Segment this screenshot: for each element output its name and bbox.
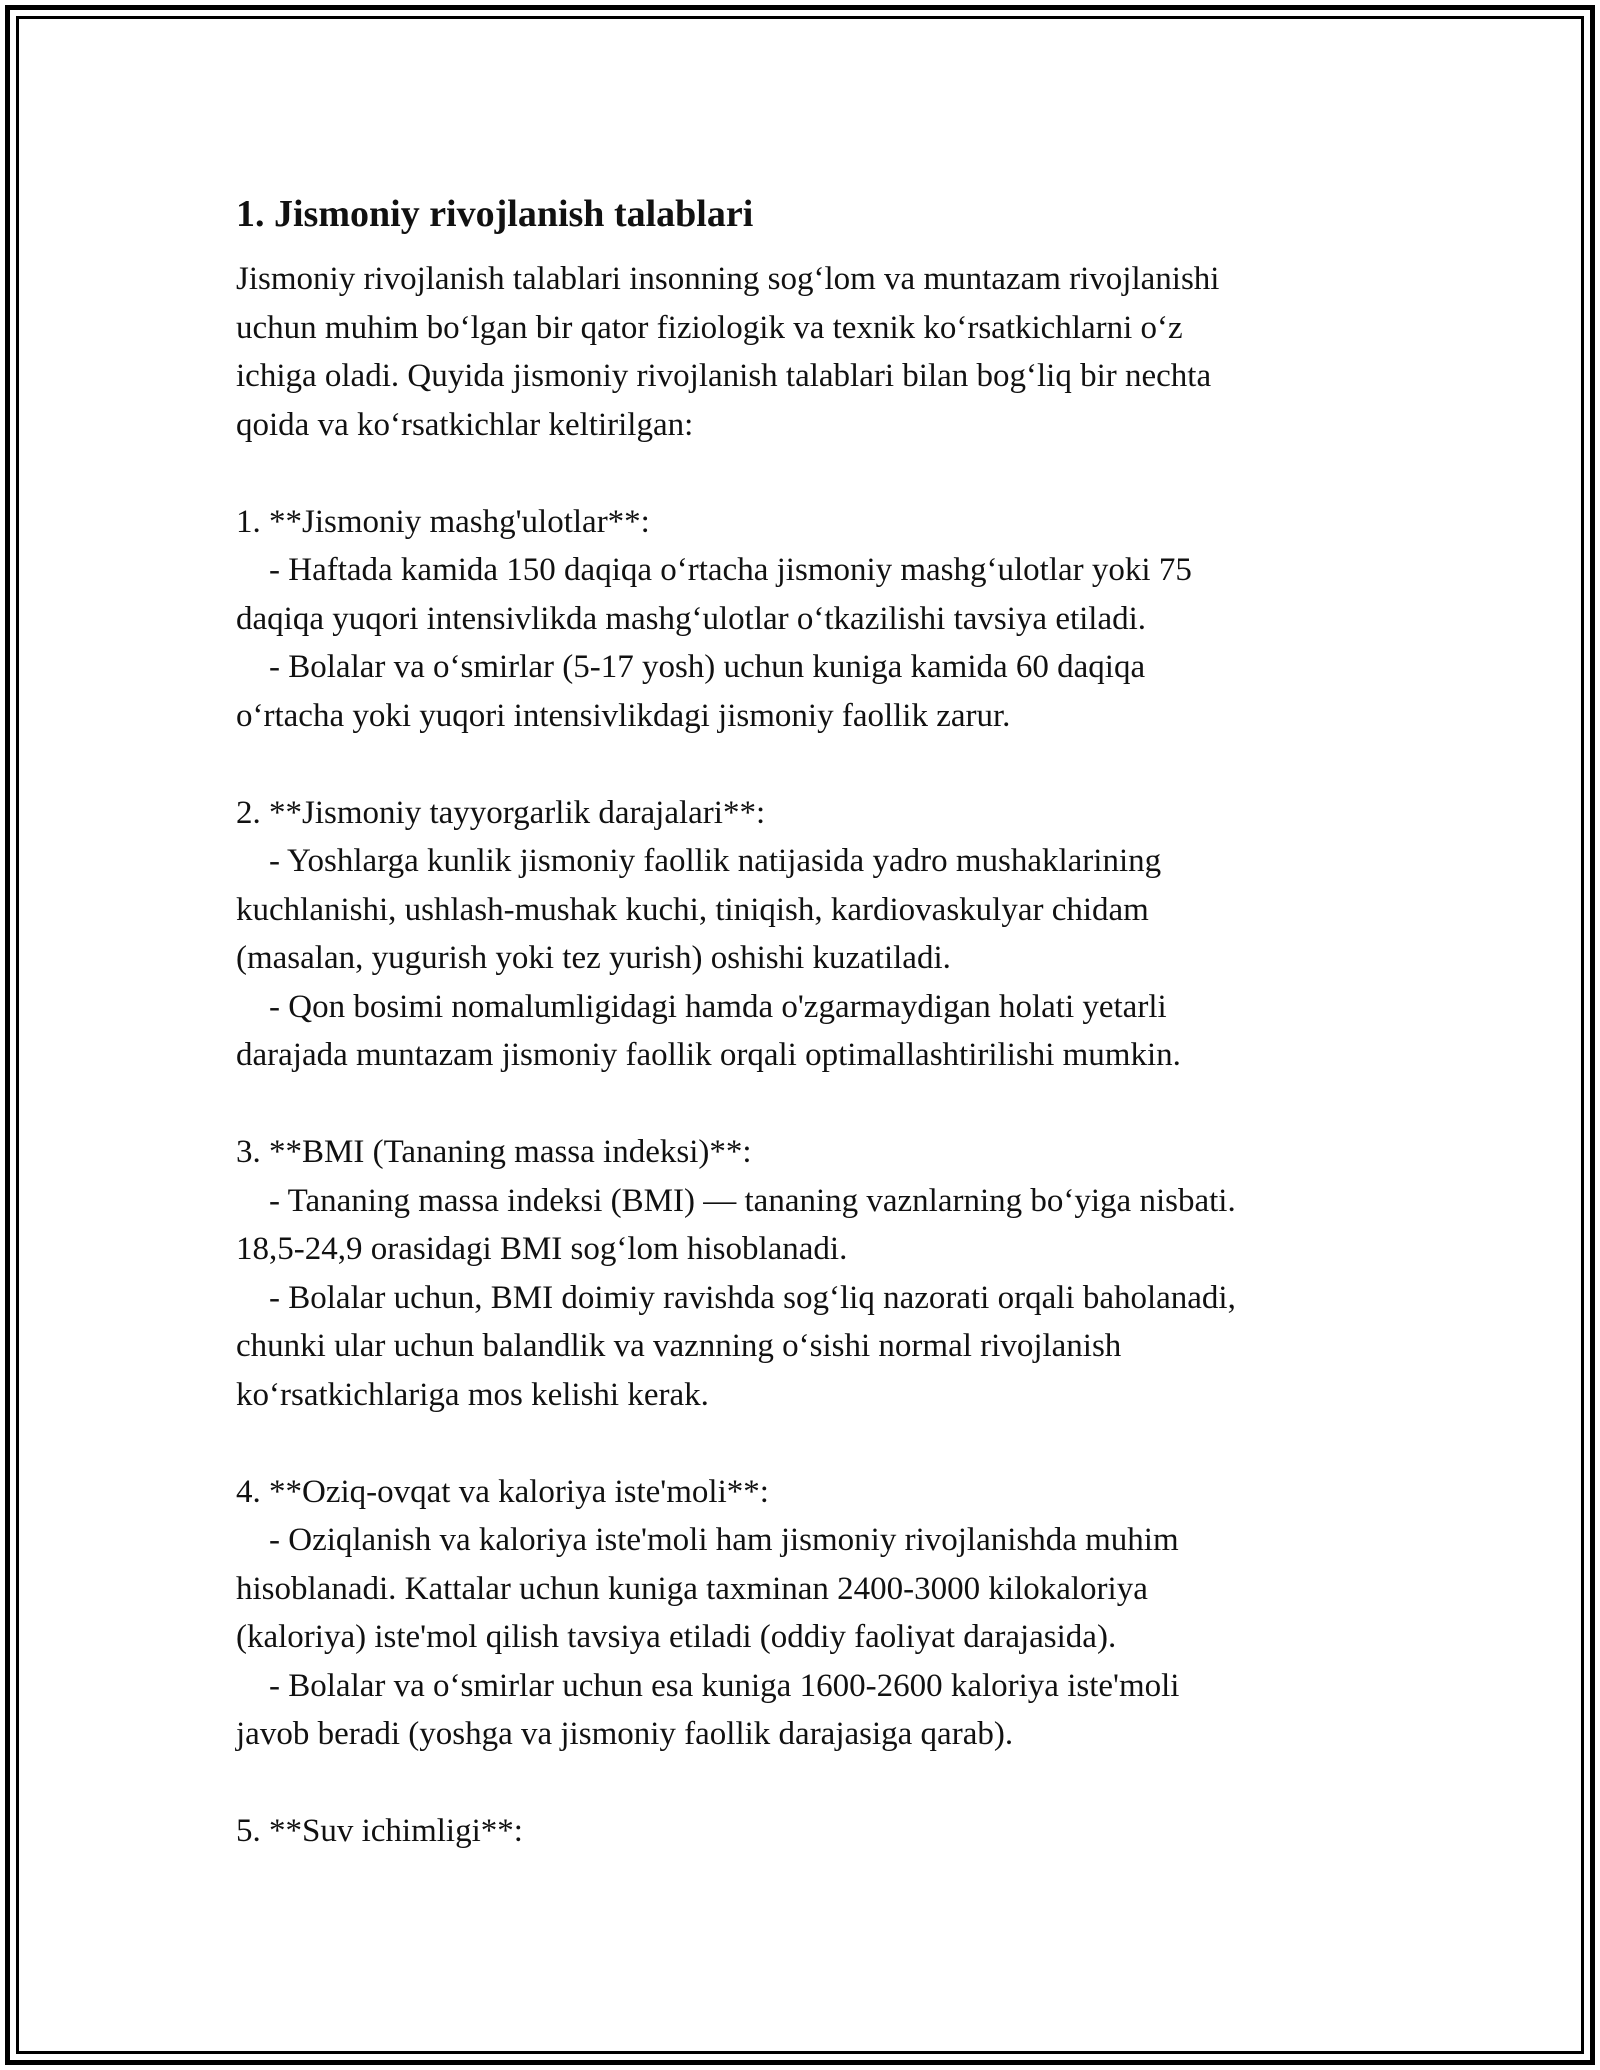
intro-line: ichiga oladi. Quyida jismoniy rivojlanish talablari bilan bog‘liq bir nechta bbox=[236, 358, 1212, 394]
section-line: javob beradi (yoshga va jismoniy faollik darajasiga qarab). bbox=[236, 1716, 1014, 1752]
section-line: 18,5-24,9 orasidagi BMI sog‘lom hisoblanadi. bbox=[236, 1231, 848, 1267]
section-line: chunki ular uchun balandlik va vaznning o‘sishi normal rivojlanish bbox=[236, 1328, 1122, 1364]
blank-line bbox=[236, 1080, 1376, 1129]
section-line: - Bolalar uchun, BMI doimiy ravishda sog‘liq nazorati orqali baholanadi, bbox=[236, 1279, 1236, 1316]
section-line: o‘rtacha yoki yuqori intensivlikdagi jismoniy faollik zarur. bbox=[236, 697, 1011, 734]
section-physical-exercise bbox=[236, 498, 1376, 741]
section-line: - Bolalar va o‘smirlar (5-17 yosh) uchun kuniga kamida 60 daqiqa bbox=[236, 649, 1146, 685]
blank-line bbox=[236, 1759, 1376, 1808]
document-title: 1. Jismoniy rivojlanish talablari bbox=[236, 193, 754, 235]
section-fitness-levels bbox=[236, 789, 1376, 1080]
section-bmi bbox=[236, 1128, 1376, 1419]
section-heading: 2. **Jismoniy tayyorgarlik darajalari**: bbox=[236, 794, 766, 831]
blank-line bbox=[236, 449, 1376, 498]
section-line: - Oziqlanish va kaloriya iste'moli ham jismoniy rivojlanishda muhim bbox=[236, 1522, 1179, 1558]
section-line: kuchlanishi, ushlash-mushak kuchi, tiniqish, kardiovaskulyar chidam bbox=[236, 891, 1149, 928]
section-heading: 4. **Oziq-ovqat va kaloriya iste'moli**: bbox=[236, 1473, 769, 1510]
section-line: - Tananing massa indeksi (BMI) — tananing vaznlarning bo‘yiga nisbati. bbox=[236, 1182, 1236, 1219]
section-line: - Haftada kamida 150 daqiqa o‘rtacha jismoniy mashg‘ulotlar yoki 75 bbox=[236, 552, 1192, 588]
section-heading: 5. **Suv ichimligi**: bbox=[236, 1813, 523, 1849]
document-body bbox=[236, 185, 1376, 1856]
section-heading: 1. **Jismoniy mashg'ulotlar**: bbox=[236, 503, 650, 540]
section-line: - Bolalar va o‘smirlar uchun esa kuniga 1600-2600 kaloriya iste'moli bbox=[236, 1667, 1180, 1704]
intro-line: Jismoniy rivojlanish talablari insonning sog‘lom va muntazam rivojlanishi bbox=[236, 261, 1220, 297]
section-line: - Qon bosimi nomalumligidagi hamda o'zgarmaydigan holati yetarli bbox=[236, 988, 1167, 1025]
section-line: (kaloriya) iste'mol qilish tavsiya etiladi (oddiy faoliyat darajasida). bbox=[236, 1619, 1117, 1655]
intro-line: qoida va ko‘rsatkichlar keltirilgan: bbox=[236, 406, 694, 443]
section-line: ko‘rsatkichlariga mos kelishi kerak. bbox=[236, 1376, 709, 1413]
section-line: daqiqa yuqori intensivlikda mashg‘ulotlar o‘tkazilishi tavsiya etiladi. bbox=[236, 600, 1147, 637]
blank-line bbox=[236, 740, 1376, 789]
section-line: (masalan, yugurish yoki tez yurish) oshishi kuzatiladi. bbox=[236, 940, 951, 976]
section-line: - Yoshlarga kunlik jismoniy faollik natijasida yadro mushaklarining bbox=[236, 843, 1162, 879]
section-nutrition-calories bbox=[236, 1468, 1376, 1759]
blank-line bbox=[236, 1419, 1376, 1468]
section-line: darajada muntazam jismoniy faollik orqali optimallashtirilishi mumkin. bbox=[236, 1037, 1181, 1073]
section-heading: 3. **BMI (Tananing massa indeksi)**: bbox=[236, 1134, 752, 1170]
section-water-intake bbox=[236, 1807, 1376, 1856]
section-line: hisoblanadi. Kattalar uchun kuniga taxminan 2400-3000 kilokaloriya bbox=[236, 1570, 1148, 1607]
intro-paragraph bbox=[236, 255, 1376, 449]
intro-line: uchun muhim bo‘lgan bir qator fiziologik va texnik ko‘rsatkichlarni o‘z bbox=[236, 309, 1183, 346]
